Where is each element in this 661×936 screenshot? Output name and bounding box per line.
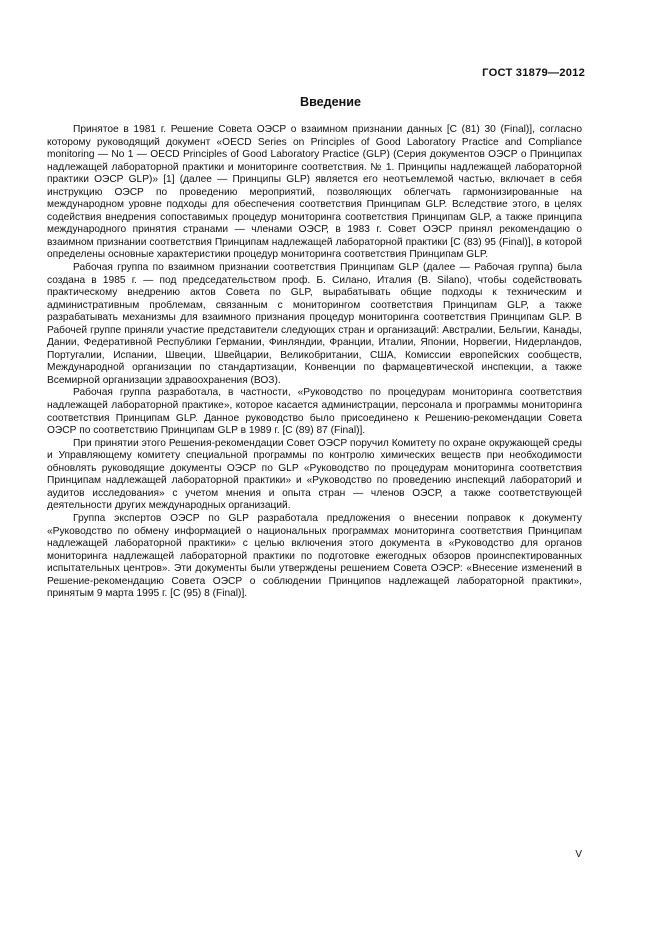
paragraph: Принятое в 1981 г. Решение Совета ОЭСР о взаимном признании данных [C (81) 30 (Final)], согласно которому руководящий документ «OECD Series on Principles of Good Laboratory Practice and Compliance monitoring — No 1 — OECD Principles of Good Laboratory Practice (GLP) (Серия документов ОЭСР о Принципах надлежащей лабораторной практики и мониторинге соответствия. № 1. Принципы надлежащей лабораторной практики ОЭСР GLP)» [1] (далее — Принципы GLP) является его неотъемлемой частью, включает в себя инструкцию ОЭСР по проведению мероприятий, позволяющих облегчать гармонизированные на международном уровне подходы для обеспечения соответствия Принципам GLP. Вследствие этого, в целях содействия внедрения сопоставимых процедур мониторинга соответствия Принципам GLP, а также принципа международного принятия странами — членами ОЭСР, в 1983 г. Совет ОЭСР принял рекомендацию о взаимном признании соответствия Принципам надлежащей лабораторной практики [C (83) 95 (Final)], в которой определены основные характеристики процедур мониторинга соответствия Принципам GLP.	[47, 124, 582, 261]
introduction-body	[47, 124, 582, 601]
section-title: Введение	[299, 95, 362, 109]
document-code: ГОСТ 31879—2012	[482, 67, 585, 79]
paragraph: Рабочая группа по взаимном признании соответствия Принципам GLP (далее — Рабочая группа) была создана в 1985 г. — под председательством проф. Б. Силано, Италия (B. Silano), чтобы содействовать практическому внедрению актов Совета по GLP, вырабатывать общие подходы к техническим и административным проблемам, связанным с мониторингом соответствия Принципам GLP, а также разрабатывать механизмы для взаимного признания процедур мониторинга соответствия Принципам GLP. В Рабочей группе приняли участие представители следующих стран и организаций: Австралии, Бельгии, Канады, Дании, Федеративной Республики Германии, Финляндии, Франции, Италии, Японии, Норвегии, Нидерландов, Португалии, Испании, Швеции, Швейцарии, Великобритании, США, Комиссии европейских сообществ, Международной организации по стандартизации, Конвенции по фармацевтической инспекции, а также Всемирной организации здравоохранения (ВОЗ).	[47, 262, 582, 386]
paragraph: Группа экспертов ОЭСР по GLP разработала предложения о внесении поправок к документу «Руководство по обмену информацией о национальных программах мониторинга соответствия Принципам надлежащей лабораторной практики» с целью включения этого документа в «Руководство для органов мониторинга надлежащей лабораторной практики по подготовке ежегодных обзоров проинспектированных испытательных центров». Эти документы были утверждены решением Совета ОЭСР: «Внесение изменений в Решение-рекомендацию Совета ОЭСР о соблюдении Принципов надлежащей лабораторной практики», принятым 9 марта 1995 г. [C (95) 8 (Final)].	[47, 512, 582, 600]
paragraph: Рабочая группа разработала, в частности, «Руководство по процедурам мониторинга соответствия надлежащей лабораторной практике», которое касается администрации, персонала и программы мониторинга соответствия Принципам GLP. Данное руководство было присоединено к Решению-рекомендации Совета ОЭСР по соответствию Принципам GLP в 1989 г. [C (89) 87 (Final)].	[47, 387, 582, 437]
page-number: V	[575, 849, 582, 860]
paragraph: При принятии этого Решения-рекомендации Совет ОЭСР поручил Комитету по охране окружающей среды и Управляющему комитету специальной программы по контролю химических веществ при необходимости обновлять руководящие документы ОЭСР по GLP «Руководство по процедурам мониторинга соответствия Принципам надлежащей лабораторной практики» и «Руководство по проведению инспекций лабораторий и аудитов исследования» с учетом мнения и опыта стран — членов ОЭСР, а также соответствующей деятельности других международных организаций.	[47, 437, 582, 512]
